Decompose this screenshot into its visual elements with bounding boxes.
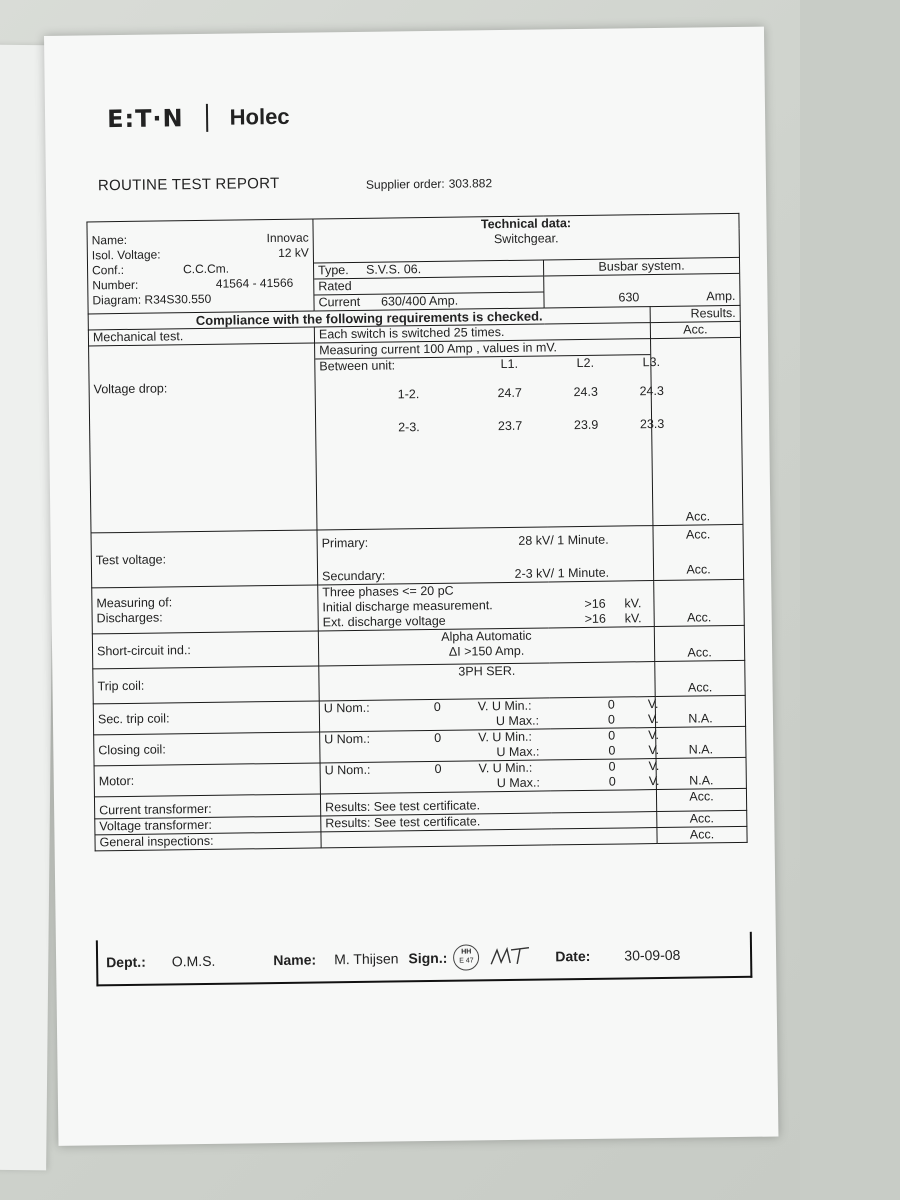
signature — [489, 943, 533, 971]
short-circuit-label-text: Short-circuit ind.: — [96, 642, 191, 658]
secundary-label: Secundary: — [322, 568, 386, 584]
closing-coil-values — [320, 728, 660, 763]
primary-value: 28 kV/ 1 Minute. — [518, 532, 609, 548]
supplier-order-label: Supplier order: — [365, 176, 445, 192]
col-l2: L2. — [576, 355, 595, 371]
umin-label: V. U Min.: — [478, 729, 533, 745]
umin-unit: V. — [648, 728, 659, 743]
motor-values — [320, 759, 660, 794]
sign-label: Sign.: — [408, 949, 448, 967]
short-circuit-current: ΔI >150 Amp. — [448, 643, 525, 659]
conf-label: Conf.: — [91, 262, 125, 278]
umax-unit: V. — [648, 774, 660, 789]
eaton-logo: E:T·N — [106, 104, 184, 134]
date-label: Date: — [555, 947, 591, 965]
unom-value: 0 — [434, 761, 442, 776]
motor-label-text: Motor: — [98, 773, 135, 788]
name-value: M. Thijsen — [334, 950, 399, 968]
mechanical-test-result: Acc. — [650, 321, 740, 338]
mechanical-test-label: Mechanical test. — [88, 327, 314, 346]
sec-trip-coil-result-text: N.A. — [688, 711, 713, 726]
unom-value: 0 — [433, 699, 441, 714]
name-value: Innovac — [266, 230, 309, 246]
short-circuit-label — [92, 631, 318, 669]
test-voltage-results — [653, 524, 744, 580]
supplier-order — [362, 176, 492, 192]
number-label: Number: — [92, 277, 139, 293]
dept-value: O.M.S. — [171, 952, 216, 970]
switchgear-label: Switchgear. — [313, 229, 739, 263]
stamp-top: HH — [461, 948, 472, 956]
general-inspections-label: General inspections: — [95, 832, 321, 851]
discharges-result — [654, 579, 745, 626]
date-value: 30-09-08 — [624, 946, 681, 964]
initial-discharge-label: Initial discharge measurement. — [322, 598, 493, 615]
discharges-result-text: Acc. — [686, 610, 712, 625]
umax-value: 0 — [608, 743, 616, 758]
umin-unit: V. — [648, 759, 660, 774]
test-voltage-label-text: Test voltage: — [95, 551, 167, 567]
inspection-stamp — [453, 944, 479, 970]
current-transformer-label: Current transformer: — [94, 794, 320, 819]
umin-label: V. U Min.: — [478, 760, 533, 776]
umin-value: 0 — [608, 728, 616, 743]
signoff-row — [96, 932, 753, 987]
trip-coil-label — [93, 666, 319, 704]
unom-label: U Nom.: — [324, 762, 371, 778]
type-value: S.V.S. 06. — [365, 262, 422, 277]
busbar-unit: Amp. — [706, 288, 736, 304]
voltage-transformer-result: Acc. — [657, 810, 747, 827]
closing-coil-label — [94, 732, 320, 766]
voltage-drop-values — [315, 339, 665, 530]
company-logo — [107, 103, 290, 133]
voltage-drop-result-text: Acc. — [685, 509, 711, 524]
current-value: 630/400 Amp. — [380, 293, 459, 309]
value-1-2-l2: 24.3 — [573, 384, 598, 400]
type-label: Type. — [318, 263, 349, 278]
closing-coil-label-text: Closing coil: — [98, 741, 166, 757]
conf-value: C.C.Cm. — [182, 261, 230, 277]
product-info — [87, 219, 314, 314]
discharges-label-text: Discharges: — [96, 609, 163, 625]
primary-label: Primary: — [321, 535, 369, 551]
ext-discharge-label: Ext. discharge voltage — [322, 613, 446, 630]
secundary-result: Acc. — [686, 562, 711, 577]
diagram-label: Diagram: — [92, 292, 142, 308]
ext-discharge-value: >16 — [584, 611, 606, 626]
short-circuit-values — [318, 627, 654, 666]
umax-unit: V. — [648, 743, 660, 758]
trip-coil-result — [655, 660, 745, 696]
initial-discharge-value: >16 — [584, 596, 606, 611]
umin-unit: V. — [647, 697, 659, 712]
report-title: ROUTINE TEST REPORT — [97, 174, 280, 195]
umin-value: 0 — [608, 759, 616, 774]
trip-coil-result-text: Acc. — [687, 680, 713, 695]
isol-voltage-label: Isol. Voltage: — [91, 247, 161, 263]
diagram-value: R34S30.550 — [144, 291, 212, 307]
value-2-3-l3: 23.3 — [639, 416, 665, 432]
short-circuit-result — [654, 625, 744, 661]
umin-value: 0 — [607, 697, 615, 712]
trip-coil-label-text: Trip coil: — [97, 678, 145, 693]
rated-label: Rated — [314, 275, 543, 294]
voltage-transformer-detail: Results: See test certificate. — [321, 812, 657, 832]
results-header: Results. — [650, 305, 740, 322]
voltage-drop-label — [89, 343, 317, 533]
holec-logo: Holec — [229, 103, 290, 130]
short-circuit-type: Alpha Automatic — [441, 628, 532, 644]
technical-data-heading: Technical data: — [313, 213, 739, 234]
current-label: Current — [318, 294, 361, 310]
value-2-3-l2: 23.9 — [573, 417, 599, 433]
value-1-2-l1: 24.7 — [497, 385, 522, 401]
busbar-value: 630 — [618, 290, 640, 305]
signature-scribble — [489, 943, 533, 968]
unom-label: U Nom.: — [324, 731, 371, 747]
sec-trip-coil-values — [319, 697, 659, 732]
motor-label — [94, 763, 320, 797]
trip-coil-value: 3PH SER. — [319, 662, 655, 701]
voltage-drop-measuring: Measuring current 100 Amp , values in mV. — [319, 340, 558, 358]
report-sheet — [44, 27, 778, 1146]
value-1-2-l3: 24.3 — [639, 383, 664, 399]
mechanical-test-detail: Each switch is switched 25 times. — [314, 323, 650, 343]
three-phases: Three phases <= 20 pC — [322, 583, 454, 600]
umax-label: U Max.: — [496, 775, 540, 791]
measuring-of-label: Measuring of: — [96, 594, 173, 610]
busbar-system — [543, 257, 740, 308]
primary-result: Acc. — [685, 527, 711, 542]
voltage-drop-row — [320, 383, 664, 403]
unom-value: 0 — [434, 730, 442, 745]
dept-label: Dept.: — [106, 953, 146, 971]
type-rated-current — [313, 260, 544, 311]
col-l3: L3. — [642, 354, 661, 370]
busbar-label: Busbar system. — [544, 258, 739, 277]
ext-discharge-unit: kV. — [624, 611, 642, 626]
test-voltage-label — [91, 530, 318, 588]
voltage-transformer-label: Voltage transformer: — [95, 816, 321, 835]
short-circuit-result-text: Acc. — [687, 645, 712, 660]
umax-value: 0 — [607, 712, 616, 727]
initial-discharge-unit: kV. — [624, 596, 642, 611]
number-value: 41564 - 41566 — [215, 275, 294, 291]
between-unit-label: Between unit: — [319, 358, 396, 374]
closing-coil-result-text: N.A. — [688, 742, 714, 757]
unom-label: U Nom.: — [323, 700, 370, 716]
name-label: Name: — [91, 232, 128, 248]
compliance-statement: Compliance with the following requirements is checked. — [88, 307, 650, 330]
umax-unit: V. — [647, 712, 659, 727]
test-report-table — [86, 213, 747, 851]
discharges-values — [318, 581, 655, 631]
voltage-drop-row — [320, 416, 665, 436]
umax-value: 0 — [608, 774, 616, 789]
motor-result-text: N.A. — [689, 773, 714, 788]
umax-label: U Max.: — [496, 744, 540, 760]
voltage-drop-label-text: Voltage drop: — [93, 381, 168, 397]
umin-label: V. U Min.: — [477, 698, 532, 714]
test-voltage-values — [317, 526, 654, 585]
stamp-bottom: E 47 — [459, 957, 474, 965]
unit-1-2: 1-2. — [397, 387, 420, 402]
background-surface — [800, 0, 900, 1200]
supplier-order-value: 303.882 — [448, 176, 493, 191]
general-inspections-result: Acc. — [657, 826, 747, 843]
sec-trip-coil-label-text: Sec. trip coil: — [97, 710, 170, 726]
value-2-3-l1: 23.7 — [497, 418, 523, 434]
unit-2-3: 2-3. — [398, 420, 420, 435]
col-l1: L1. — [500, 356, 519, 372]
umax-label: U Max.: — [495, 713, 540, 729]
current-transformer-result: Acc. — [656, 788, 746, 811]
secundary-value: 2-3 kV/ 1 Minute. — [514, 565, 610, 581]
name-label: Name: — [273, 951, 317, 969]
isol-voltage-value: 12 kV — [278, 245, 309, 260]
discharges-label — [92, 585, 319, 634]
current-transformer-detail: Results: See test certificate. — [320, 790, 656, 816]
sec-trip-coil-label — [93, 701, 319, 735]
logo-divider — [205, 104, 207, 132]
